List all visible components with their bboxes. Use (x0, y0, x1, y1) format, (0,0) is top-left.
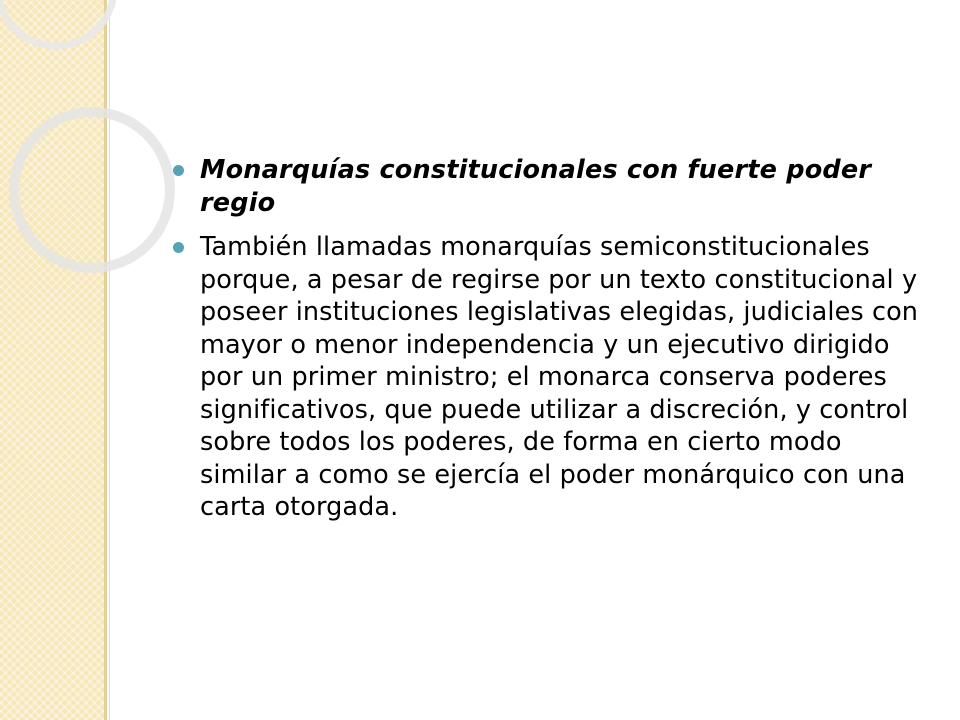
bullet-icon (173, 242, 184, 253)
bullet-heading-text: Monarquías constitucionales con fuerte poder regio (200, 155, 872, 218)
bullet-body (172, 231, 932, 524)
bullet-heading (172, 154, 932, 219)
bullet-icon (173, 165, 184, 176)
bullet-body-text: También llamadas monarquías semiconstitucionales porque, a pesar de regirse por un texto constitucional y poseer instituciones legislativas elegidas, judiciales con mayor o menor independencia y un ejecutivo dirigido por un primer ministro; el monarca conserva poderes significativos, que puede utilizar a discreción, y control sobre todos los poderes, de forma en cierto modo similar a como se ejercía el poder monárquico con una carta otorgada. (200, 232, 919, 522)
decorative-ring-large (14, 112, 170, 268)
slide-content (172, 154, 932, 536)
decorative-ring-small (0, 0, 114, 46)
